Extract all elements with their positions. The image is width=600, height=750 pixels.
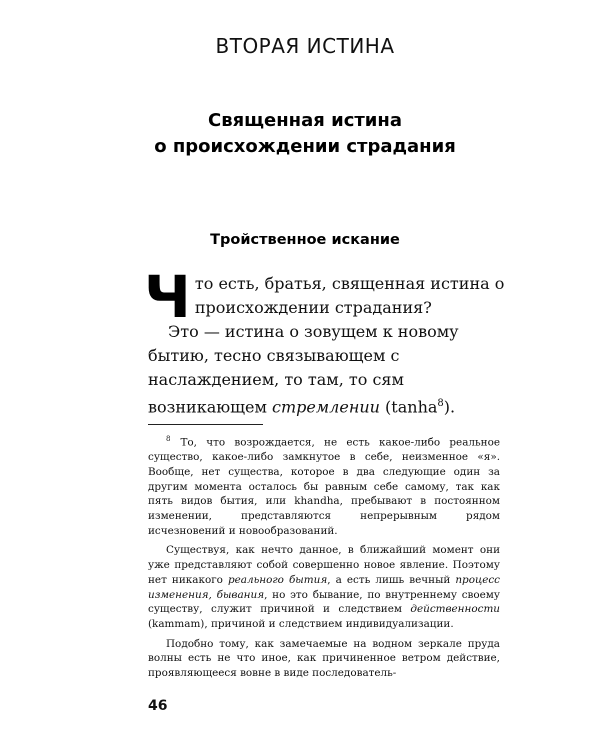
footnote-paragraph-1: $^8$ То, что возрождается, не есть какое-либо реальное существо, какое-либо замкнутое в себе, неизменное «я». Вообще, нет существа, которое в два следующие один за другим момента осталось бы равным себе самому, так как пять видов бытия, или khandha, пребывают в постоянном изменении, представляются непрерывным рядом исчезновений и новообразований. bbox=[148, 435, 500, 537]
paragraph-2: Это — истина о зовущем к новому бытию, тесно связывающем с наслаждением, то там, то сям возникающем стремлении (tanha$^8$). bbox=[148, 322, 459, 417]
section-heading: Тройственное искание bbox=[210, 232, 400, 248]
emphasis-term: стремлении bbox=[272, 397, 380, 417]
chapter-title bbox=[110, 108, 500, 160]
footnote-marker: 8 bbox=[166, 435, 171, 443]
chapter-title-line-2: о происхождении страдания bbox=[154, 136, 456, 157]
chapter-header: ВТОРАЯ ИСТИНА bbox=[215, 34, 395, 58]
drop-cap: Ч bbox=[144, 263, 191, 331]
paragraph-1-text: то есть, братья, священная истина о происхождении страдания? bbox=[194, 274, 505, 317]
footnotes bbox=[148, 432, 500, 686]
body-text bbox=[144, 263, 505, 419]
book-page bbox=[110, 0, 530, 750]
footnote-paragraph-3: Подобно тому, как замечаемые на водном зеркале пруда волны есть не что иное, как причиненное ветром действие, проявляющееся вовне в виде последователь- bbox=[148, 637, 500, 680]
page-number: 46 bbox=[148, 698, 168, 714]
footnote-paragraph-2: Существуя, как нечто данное, в ближайший момент они уже представляют собой совершенно новое явление. Поэтому нет никакого реального бытия, а есть лишь вечный процесс изменения, бывания, но это бывание, по внутреннему своему существу, служит причиной и следствием действенности (kammam), причиной и следствием индивидуализации. bbox=[148, 544, 500, 630]
footnote-divider bbox=[148, 424, 263, 425]
chapter-title-line-1: Священная истина bbox=[207, 110, 403, 131]
footnote-reference: 8 bbox=[437, 398, 444, 409]
paragraph-1 bbox=[144, 263, 505, 331]
